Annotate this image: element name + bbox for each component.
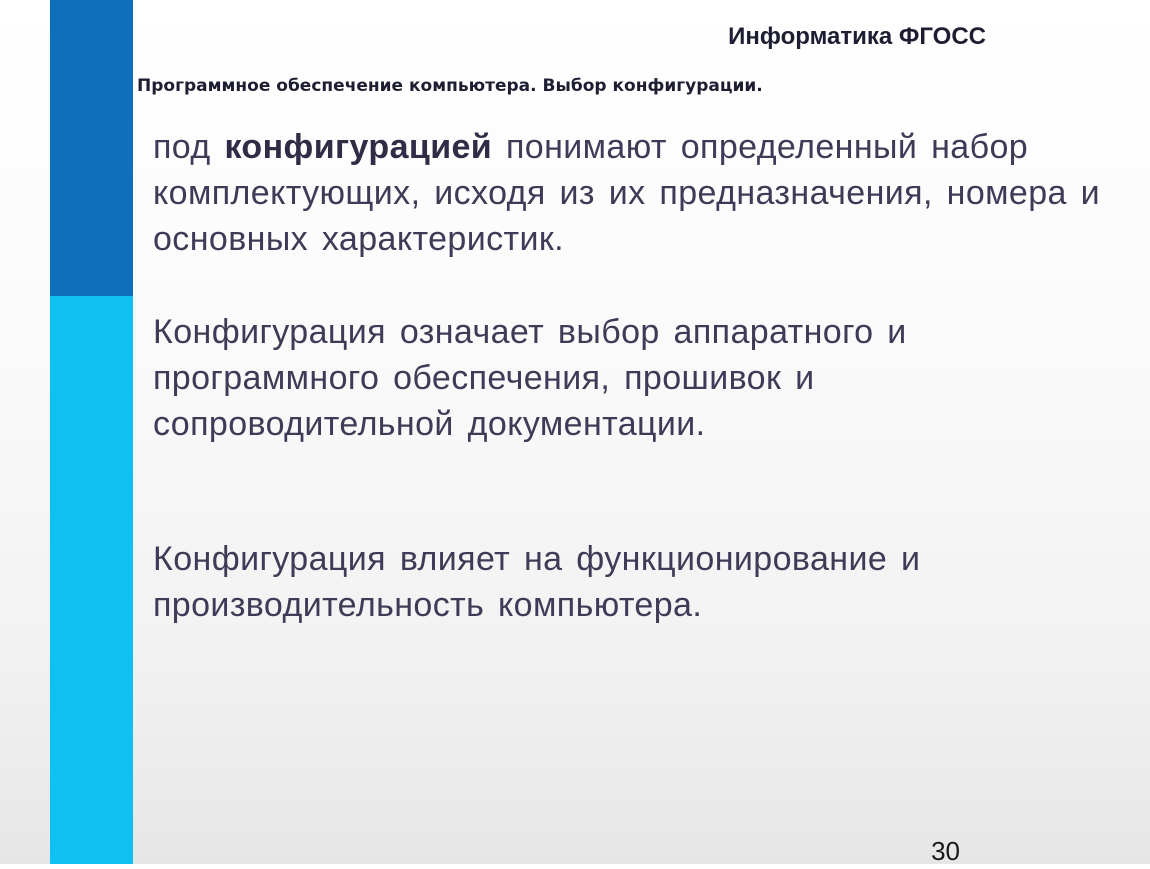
sidebar-accent-light bbox=[50, 296, 133, 864]
paragraph-configuration-impact: Конфигурация влияет на функционирование и производительность компьютера. bbox=[153, 540, 921, 624]
paragraph-definition-lead: под bbox=[153, 128, 225, 166]
paragraph-configuration-meaning: Конфигурация означает выбор аппаратного и программного обеспечения, прошивок и сопроводительной документации. bbox=[153, 313, 907, 443]
slide-header-title: Информатика ФГОСС bbox=[728, 23, 986, 50]
sidebar-accent-dark bbox=[50, 0, 133, 296]
term-configuration: конфигурацией bbox=[224, 128, 493, 166]
page-number: 30 bbox=[931, 836, 960, 866]
slide-subtitle: Программное обеспечение компьютера. Выбор конфигурации. bbox=[137, 76, 763, 96]
paragraph-definition bbox=[153, 124, 1128, 262]
paragraph-definition-rest: понимают определенный набор комплектующих, исходя из их предназначения, номера и основных характеристик. bbox=[153, 128, 1101, 258]
